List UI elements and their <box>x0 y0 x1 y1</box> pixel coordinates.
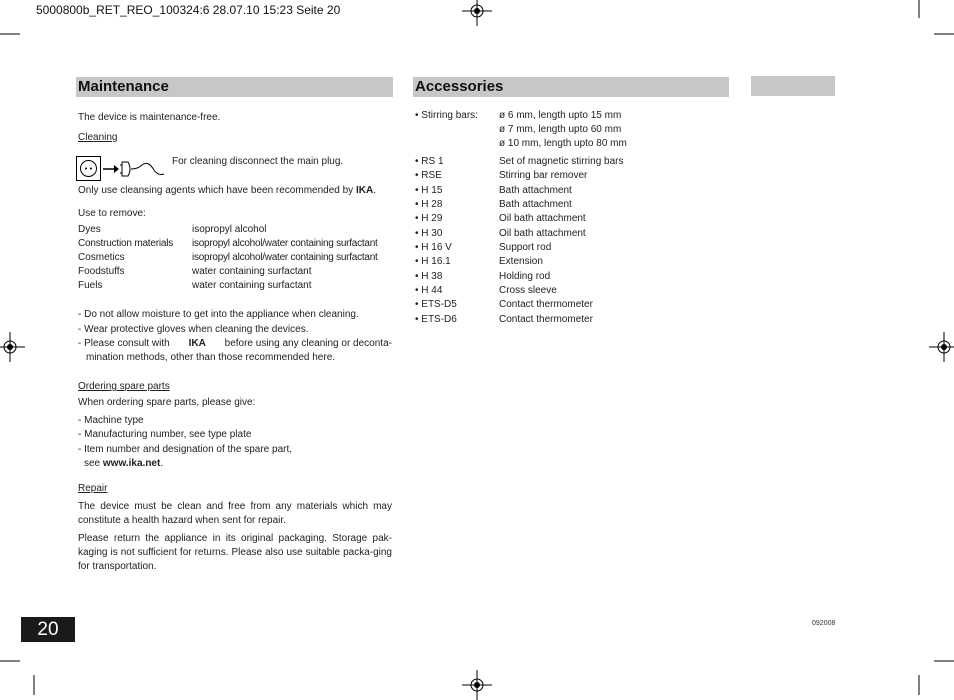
maintenance-title: Maintenance <box>78 78 169 95</box>
disconnect-plug-icon <box>76 156 166 182</box>
accessory-item: • ETS-D5 Contact thermometer <box>415 299 593 311</box>
remove-row: Foodstuffs water containing surfactant <box>78 266 312 277</box>
warning-consult-line2: mination methods, other than those recommended here. <box>86 352 336 363</box>
stirring-bar-size: ø 10 mm, length upto 80 mm <box>499 138 627 149</box>
accessories-header-bar <box>413 77 729 97</box>
repair-heading: Repair <box>78 483 108 494</box>
stirring-bars-label: • Stirring bars: <box>415 110 478 121</box>
maintenance-intro: The device is maintenance-free. <box>78 112 221 123</box>
print-header: 5000800b_RET_REO_100324:6 28.07.10 15:23 Seite 20 <box>36 3 341 17</box>
document-code: 092008 <box>812 620 836 627</box>
accessory-item: • H 38 Holding rod <box>415 270 551 282</box>
maintenance-header-bar <box>76 77 393 97</box>
accessory-item: • H 44 Cross sleeve <box>415 285 557 297</box>
accessory-item: • RSE Stirring bar remover <box>415 170 588 182</box>
accessory-item: • H 29 Oil bath attachment <box>415 213 586 225</box>
accessory-list <box>415 155 715 327</box>
registration-mark-right <box>929 332 954 362</box>
warning-gloves: - Wear protective gloves when cleaning the devices. <box>78 324 309 335</box>
remove-row: Dyes isopropyl alcohol <box>78 224 267 235</box>
stirring-bar-size: ø 7 mm, length upto 60 mm <box>499 124 622 135</box>
repair-paragraph-2: Please return the appliance in its original packaging. Storage pak-kaging is not sufficient for returns. Please also use suitable packa-ging for transportation. <box>78 533 392 572</box>
ordering-item: - Manufacturing number, see type plate <box>78 429 252 440</box>
cleansing-agents-line: Only use cleansing agents which have been recommended by IKA. <box>78 185 376 196</box>
warning-consult: - Please consult with IKA before using any cleaning or deconta- <box>78 338 392 349</box>
cleaning-heading: Cleaning <box>78 132 118 143</box>
remove-row: Construction materials isopropyl alcohol/water containing surfactant <box>78 238 378 249</box>
registration-mark-top <box>462 0 492 26</box>
accessory-item: • H 30 Oil bath attachment <box>415 227 586 239</box>
ordering-intro: When ordering spare parts, please give: <box>78 397 256 408</box>
warning-moisture: - Do not allow moisture to get into the appliance when cleaning. <box>78 309 359 320</box>
remove-row: Fuels water containing surfactant <box>78 280 312 291</box>
accessory-item: • H 16 V Support rod <box>415 242 552 254</box>
accessory-item: • H 28 Bath attachment <box>415 199 572 211</box>
ordering-item: - Item number and designation of the spare part, <box>78 444 293 455</box>
blank-header-bar <box>751 76 835 96</box>
registration-mark-left <box>0 332 25 362</box>
repair-paragraph-1: The device must be clean and free from any materials which may constitute a health hazard when sent for repair. <box>78 501 392 526</box>
ordering-website-line: see www.ika.net. <box>84 458 164 469</box>
cleaning-note: For cleaning disconnect the main plug. <box>172 156 344 167</box>
accessory-item: • H 16.1 Extension <box>415 256 543 268</box>
accessory-item: • H 15 Bath attachment <box>415 184 572 196</box>
ordering-heading: Ordering spare parts <box>78 381 170 392</box>
brand-ika: IKA <box>355 185 374 196</box>
accessory-item: • RS 1 Set of magnetic stirring bars <box>415 156 624 167</box>
registration-mark-bottom <box>462 670 492 700</box>
remove-table <box>78 223 394 293</box>
page-number: 20 <box>21 617 75 642</box>
website-link[interactable]: www.ika.net <box>102 458 161 469</box>
accessories-title: Accessories <box>415 78 504 95</box>
ordering-item: - Machine type <box>78 415 144 426</box>
use-to-remove-label: Use to remove: <box>78 208 146 219</box>
accessory-item: • ETS-D6 Contact thermometer <box>415 313 593 325</box>
brand-ika: IKA <box>188 338 206 349</box>
stirring-bar-size: ø 6 mm, length upto 15 mm <box>499 110 622 121</box>
remove-row: Cosmetics isopropyl alcohol/water containing surfactant <box>78 252 378 263</box>
